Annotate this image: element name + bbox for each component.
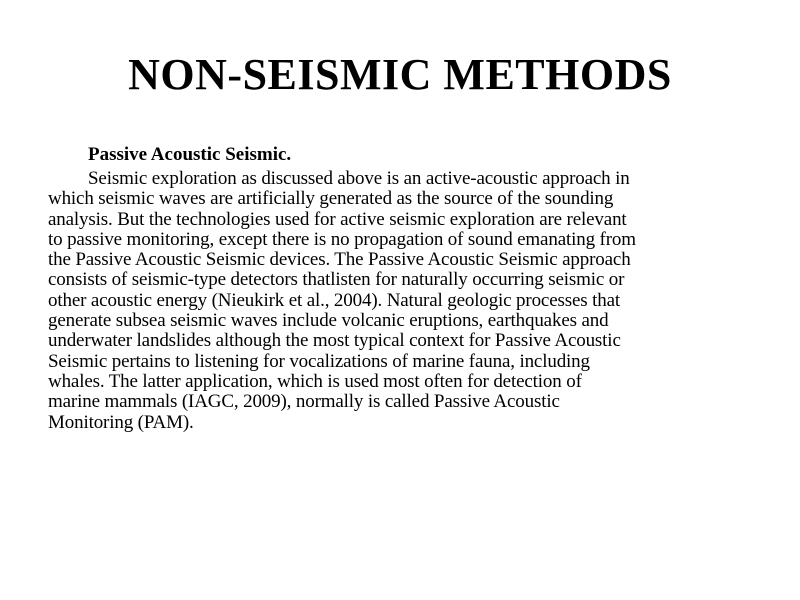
paragraph-line: to passive monitoring, except there is no propagation of sound emanating from bbox=[48, 228, 636, 250]
slide-body bbox=[48, 141, 768, 433]
paragraph-line: generate subsea seismic waves include volcanic eruptions, earthquakes and bbox=[48, 310, 609, 332]
paragraph-line: which seismic waves are artificially generated as the source of the sounding bbox=[48, 188, 614, 210]
paragraph-line: Monitoring (PAM). bbox=[48, 411, 194, 433]
paragraph-line: underwater landslides although the most typical context for Passive Acoustic bbox=[48, 330, 621, 352]
paragraph-line: whales. The latter application, which is used most often for detection of bbox=[48, 370, 582, 392]
paragraph-line: Seismic pertains to listening for vocalizations of marine fauna, including bbox=[48, 350, 590, 372]
paragraph-line: the Passive Acoustic Seismic devices. The Passive Acoustic Seismic approach bbox=[48, 249, 631, 271]
paragraph-line: Seismic exploration as discussed above is an active-acoustic approach in bbox=[88, 168, 630, 189]
paragraph-line: marine mammals (IAGC, 2009), normally is called Passive Acoustic bbox=[48, 391, 560, 413]
slide-title: NON-SEISMIC METHODS bbox=[128, 50, 672, 99]
section-subheading: Passive Acoustic Seismic. bbox=[88, 144, 292, 165]
paragraph-line: analysis. But the technologies used for active seismic exploration are relevant bbox=[48, 208, 627, 230]
body-paragraph bbox=[48, 169, 768, 433]
paragraph-line: consists of seismic-type detectors thatlisten for naturally occurring seismic or bbox=[48, 269, 625, 291]
paragraph-line: other acoustic energy (Nieukirk et al., 2004). Natural geologic processes that bbox=[48, 289, 621, 311]
